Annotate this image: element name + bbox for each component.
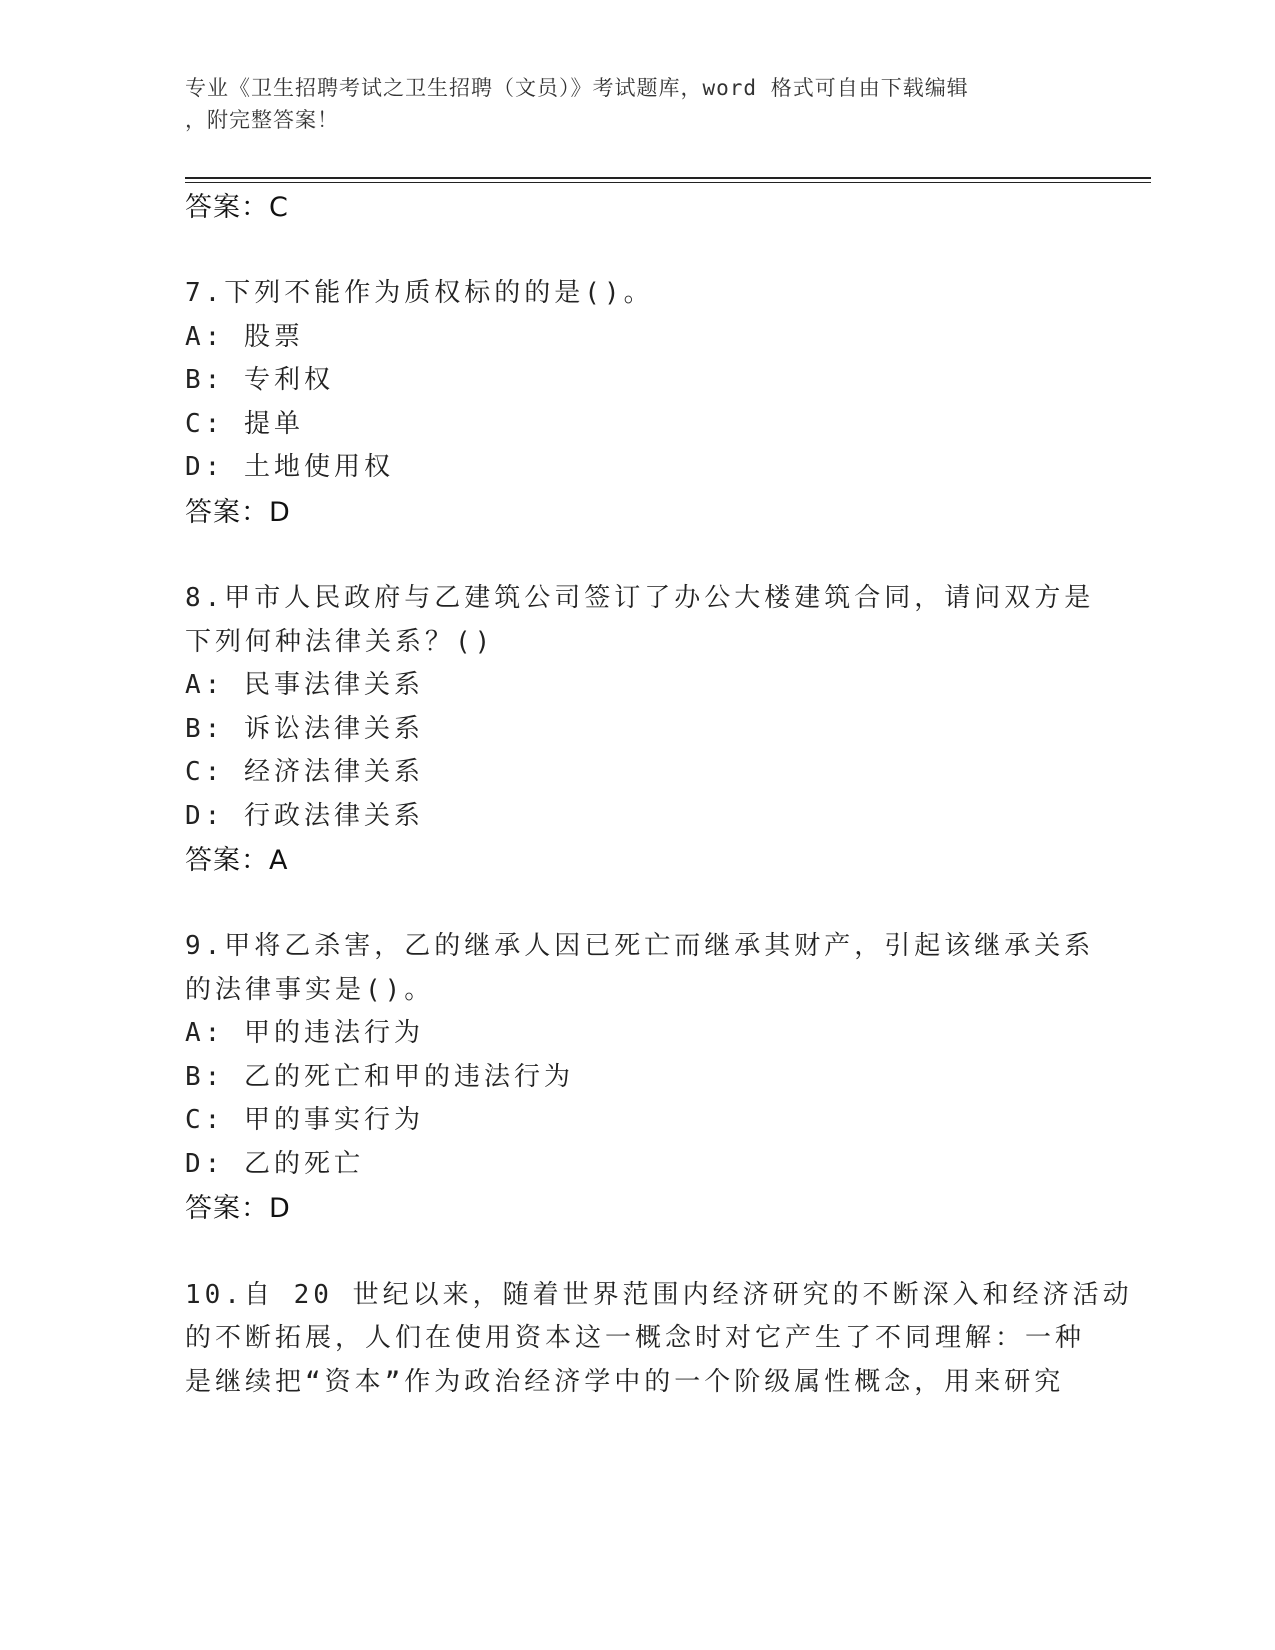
previous-answer: 答案：C: [185, 192, 289, 223]
header-note: [185, 72, 1055, 136]
question-9-stem-line-1: 9.甲将乙杀害，乙的继承人因已死亡而继承其财产，引起该继承关系: [185, 931, 1095, 961]
question-9-answer: 答案：D: [185, 1193, 291, 1224]
question-7-option-a: A: 股票: [185, 322, 304, 352]
header-note-line-1: 专业《卫生招聘考试之卫生招聘（文员）》考试题库，word 格式可自由下载编辑: [185, 76, 969, 100]
header-divider-thin: [185, 182, 1151, 183]
question-10-stem-line-2: 的不断拓展，人们在使用资本这一概念时对它产生了不同理解：一种: [185, 1323, 1086, 1353]
question-9-option-d: D: 乙的死亡: [185, 1149, 364, 1179]
question-7-answer: 答案：D: [185, 497, 291, 528]
question-8-option-c: C: 经济法律关系: [185, 757, 424, 787]
question-7-option-c: C: 提单: [185, 409, 304, 439]
question-9-option-c: C: 甲的事实行为: [185, 1105, 424, 1135]
question-9-option-a: A: 甲的违法行为: [185, 1018, 424, 1048]
question-7-stem-line-1: 7.下列不能作为质权标的的是()。: [185, 278, 654, 308]
question-8-option-a: A: 民事法律关系: [185, 670, 424, 700]
question-9-option-b: B: 乙的死亡和甲的违法行为: [185, 1062, 574, 1092]
question-7-option-d: D: 土地使用权: [185, 452, 394, 482]
header-note-line-2: ，附完整答案！: [185, 108, 339, 132]
question-10-stem-line-1: 10.自 20 世纪以来，随着世界范围内经济研究的不断深入和经济活动: [185, 1280, 1133, 1310]
question-8-stem-line-2: 下列何种法律关系？(): [185, 627, 495, 657]
question-10-stem-line-3: 是继续把“资本”作为政治经济学中的一个阶级属性概念，用来研究: [185, 1367, 1065, 1397]
question-8-stem-line-1: 8.甲市人民政府与乙建筑公司签订了办公大楼建筑合同，请问双方是: [185, 583, 1095, 613]
question-8-answer: 答案：A: [185, 845, 289, 876]
header-divider-thick: [185, 177, 1151, 179]
question-8-option-b: B: 诉讼法律关系: [185, 714, 424, 744]
question-9-stem-line-2: 的法律事实是()。: [185, 975, 435, 1005]
question-8-option-d: D: 行政法律关系: [185, 801, 424, 831]
question-7-option-b: B: 专利权: [185, 365, 334, 395]
